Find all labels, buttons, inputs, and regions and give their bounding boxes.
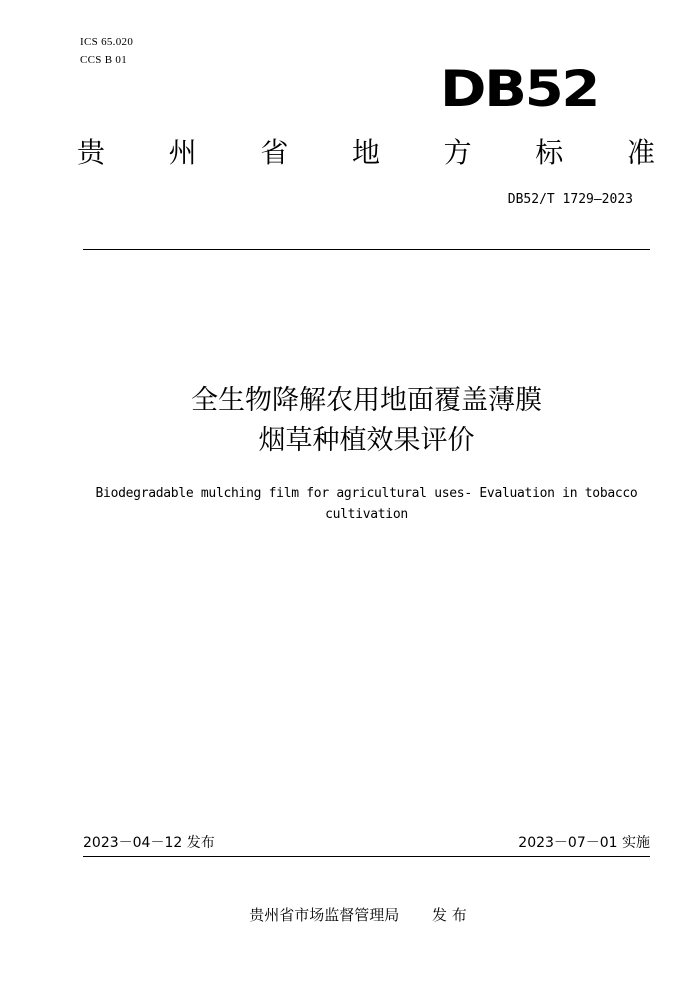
- standard-type-char: 方: [443, 136, 472, 169]
- header-divider: [83, 249, 650, 250]
- db52-logo: DB52: [440, 60, 599, 118]
- chinese-title-line1: 全生物降解农用地面覆盖薄膜: [191, 385, 542, 416]
- issuer-name: 贵州省市场监督管理局: [249, 906, 400, 924]
- publication-date: 2023－04－12 发布: [83, 835, 215, 851]
- ccs-code: CCS B 01: [80, 54, 128, 66]
- standard-type-char: 标: [535, 136, 564, 169]
- standard-number: DB52/T 1729—2023: [507, 192, 633, 207]
- english-title-line2: cultivation: [325, 507, 408, 522]
- issuer-line: [0, 905, 700, 925]
- standard-type-char: 州: [168, 136, 197, 169]
- standard-type-char: 省: [260, 136, 289, 169]
- issue-label: 发 布: [432, 906, 467, 924]
- standard-type-heading: [77, 136, 655, 170]
- standard-type-char: 地: [351, 136, 380, 169]
- standard-type-char: 准: [626, 136, 655, 169]
- english-title-line1: Biodegradable mulching film for agricultural uses- Evaluation in tobacco: [95, 486, 638, 501]
- footer-divider: [83, 856, 650, 857]
- ics-code: ICS 65.020: [80, 36, 134, 48]
- chinese-title-line2: 烟草种植效果评价: [258, 425, 475, 456]
- standard-type-char: 贵: [77, 136, 106, 169]
- implementation-date: 2023－07－01 实施: [518, 835, 650, 851]
